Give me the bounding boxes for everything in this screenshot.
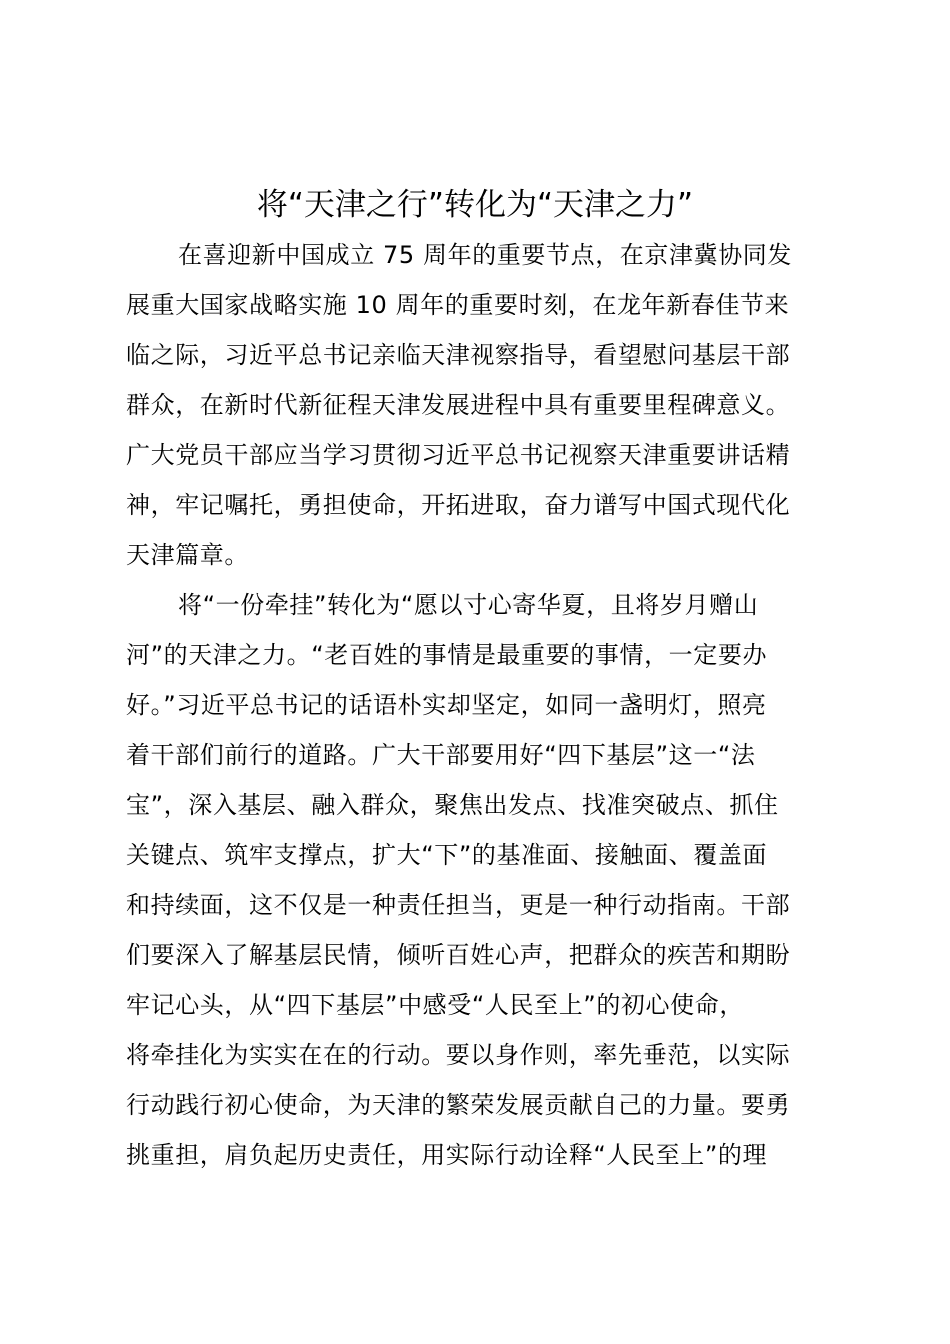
paragraph-line: 挑重担，肩负起历史责任，用实际行动诠释“人民至上”的理	[126, 1141, 768, 1169]
paragraph-1	[126, 230, 836, 580]
paragraph-line: 将“一份牵挂”转化为“愿以寸心寄华夏，且将岁月赠山	[178, 591, 759, 619]
paragraph-line: 在喜迎新中国成立 75 周年的重要节点，在京津冀协同发	[178, 241, 792, 269]
paragraph-line: 牢记心头，从“四下基层”中感受“人民至上”的初心使命，	[126, 991, 744, 1019]
paragraph-line: 好。”习近平总书记的话语朴实却坚定，如同一盏明灯，照亮	[126, 691, 767, 719]
paragraph-line: 将牵挂化为实实在在的行动。要以身作则，率先垂范，以实际	[126, 1041, 791, 1069]
paragraph-line: 天津篇章。	[126, 541, 249, 569]
paragraph-line: 们要深入了解基层民情，倾听百姓心声，把群众的疾苦和期盼	[126, 941, 791, 969]
paragraph-line: 河”的天津之力。“老百姓的事情是最重要的事情，一定要办	[126, 641, 768, 669]
paragraph-line: 和持续面，这不仅是一种责任担当，更是一种行动指南。干部	[126, 891, 791, 919]
paragraph-line: 展重大国家战略实施 10 周年的重要时刻，在龙年新春佳节来	[126, 291, 790, 319]
paragraph-line: 神，牢记嘱托，勇担使命，开拓进取，奋力谱写中国式现代化	[126, 491, 791, 519]
paragraph-line: 着干部们前行的道路。广大干部要用好“四下基层”这一“法	[126, 741, 756, 769]
document-title: 将“天津之行”转化为“天津之力”	[256, 187, 694, 223]
paragraph-line: 广大党员干部应当学习贯彻习近平总书记视察天津重要讲话精	[126, 441, 791, 469]
paragraph-line: 关键点、筑牢支撑点，扩大“下”的基准面、接触面、覆盖面	[126, 841, 768, 869]
paragraph-line: 临之际，习近平总书记亲临天津视察指导，看望慰问基层干部	[126, 341, 791, 369]
paragraph-2	[126, 580, 836, 1180]
paragraph-line: 宝”，深入基层、融入群众，聚焦出发点、找准突破点、抓住	[126, 791, 779, 819]
paragraph-line: 群众，在新时代新征程天津发展进程中具有重要里程碑意义。	[126, 391, 791, 419]
paragraph-line: 行动践行初心使命，为天津的繁荣发展贡献自己的力量。要勇	[126, 1091, 791, 1119]
